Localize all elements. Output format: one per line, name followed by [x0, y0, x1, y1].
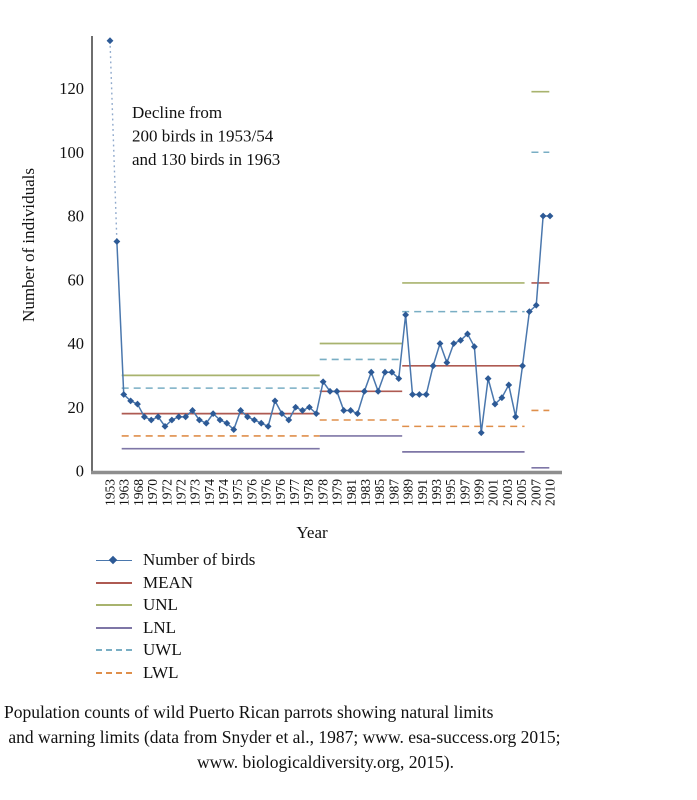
legend-item-unl: [96, 596, 697, 614]
data-point-marker: [368, 369, 375, 376]
axes: [91, 36, 562, 474]
legend-label: UNL: [143, 595, 178, 614]
y-tick-label: 40: [67, 334, 84, 353]
x-tick-label: 1999: [471, 479, 487, 506]
dotted-decline-connector: [110, 41, 117, 242]
x-tick-label: 1974: [201, 479, 217, 506]
legend-label: LWL: [143, 662, 179, 682]
x-tick-label: 1977: [287, 479, 303, 506]
data-point-marker: [437, 340, 444, 347]
y-axis-title: Number of individuals: [19, 168, 38, 322]
x-tick-label: 1978: [315, 479, 331, 506]
x-tick-label: 1995: [443, 479, 459, 506]
x-tick-label: 1970: [145, 479, 161, 506]
x-tick-label: 1983: [357, 479, 373, 506]
x-tick-label: 2007: [528, 479, 544, 506]
x-tick-label: 1979: [329, 479, 345, 506]
x-axis-title: Year: [296, 523, 328, 542]
x-tick-label: 1963: [116, 479, 132, 506]
data-point-marker: [148, 417, 155, 424]
figure-caption: [0, 700, 697, 775]
x-tick-label: 1989: [400, 479, 416, 506]
data-point-marker: [485, 375, 492, 382]
data-point-marker: [409, 391, 416, 398]
data-point-marker: [354, 410, 361, 417]
data-point-marker: [292, 404, 299, 411]
legend-item-number-of-birds: [96, 551, 697, 569]
legend-label: LNL: [143, 617, 177, 637]
diamond-marker-icon: [109, 555, 117, 563]
data-point-marker: [519, 362, 526, 369]
annotation-line: Decline from: [132, 103, 223, 122]
y-tick-label: 80: [67, 206, 84, 226]
data-point-marker: [333, 388, 340, 395]
y-tick-label: 100: [59, 142, 84, 162]
data-point-marker: [258, 420, 265, 427]
x-tick-label: 1987: [386, 479, 402, 506]
x-tick-label: 1976: [258, 479, 274, 506]
x-tick-label: 1993: [428, 479, 444, 506]
data-point-marker: [547, 213, 554, 220]
x-tick-label: 1991: [414, 479, 430, 506]
annotation-line: 200 birds in 1953/54: [132, 126, 274, 146]
y-tick-label: 0: [75, 461, 84, 481]
x-tick-label: 1981: [343, 479, 359, 506]
control-limit-lines: [122, 92, 550, 468]
y-tick-label: 20: [67, 397, 84, 417]
annotation-decline-note: [132, 103, 280, 169]
birds-line-sample: [96, 560, 132, 561]
x-tick-label: 1972: [173, 479, 189, 506]
y-axis-labels: [19, 79, 84, 481]
x-tick-label: 1978: [301, 479, 317, 506]
x-tick-label: 1975: [230, 479, 246, 506]
caption-line: www. biologicaldiversity.org, 2015).: [197, 751, 454, 772]
data-point-marker: [251, 417, 258, 424]
x-tick-label: 2003: [499, 478, 515, 506]
legend-label: UWL: [143, 640, 182, 659]
data-point-marker: [113, 238, 120, 245]
data-point-marker: [478, 429, 485, 436]
annotation-line: and 130 birds in 1963: [132, 150, 281, 169]
data-point-marker: [540, 213, 547, 220]
y-tick-label: 60: [67, 270, 84, 290]
birds-count-line: [117, 216, 550, 433]
data-point-marker: [430, 362, 437, 369]
uwl-line-sample: [96, 649, 132, 651]
data-point-marker: [272, 397, 279, 404]
x-tick-label: 1974: [216, 479, 232, 506]
data-point-marker: [416, 391, 423, 398]
data-point-marker: [471, 343, 478, 350]
legend-item-lnl: [96, 619, 697, 637]
data-point-marker: [340, 407, 347, 414]
x-tick-label: 1972: [159, 479, 175, 506]
data-point-marker: [107, 37, 114, 44]
x-tick-label: 1976: [272, 479, 288, 506]
x-tick-label: 2005: [514, 479, 530, 506]
lnl-line-sample: [96, 627, 132, 629]
x-tick-label: 2001: [485, 479, 501, 507]
x-tick-label: 1953: [102, 479, 118, 506]
legend-item-mean: [96, 574, 697, 592]
legend-label: Number of birds: [143, 550, 256, 569]
x-tick-label: 1997: [457, 479, 473, 506]
data-point-marker: [134, 401, 141, 408]
unl-line-sample: [96, 604, 132, 606]
caption-line: and warning limits (data from Snyder et al., 1987; www. esa-success.org 2015;: [4, 726, 561, 747]
data-point-marker: [402, 311, 409, 318]
data-point-marker: [505, 382, 512, 389]
data-point-marker: [450, 340, 457, 347]
data-point-marker: [512, 413, 519, 420]
y-tick-label: 120: [59, 79, 84, 98]
lwl-line-sample: [96, 672, 132, 674]
data-point-marker: [382, 369, 389, 376]
x-tick-label: 1976: [244, 479, 260, 506]
caption-line: Population counts of wild Puerto Rican parrots showing natural limits: [4, 701, 494, 722]
data-point-marker: [347, 407, 354, 414]
data-point-marker: [265, 423, 272, 430]
x-tick-label: 1973: [187, 479, 203, 506]
x-tick-label: 1968: [130, 479, 146, 506]
legend: [96, 551, 697, 682]
x-axis-labels: [103, 479, 558, 542]
legend-item-lwl: [96, 664, 697, 682]
legend-label: MEAN: [143, 572, 194, 592]
data-point-marker: [361, 388, 368, 395]
data-series-number-of-birds: [107, 37, 554, 436]
data-point-marker: [375, 388, 382, 395]
x-tick-label: 1985: [372, 479, 388, 506]
x-tick-label: 2010: [542, 479, 558, 506]
data-point-marker: [423, 391, 430, 398]
legend-item-uwl: [96, 641, 697, 659]
mean-line-sample: [96, 582, 132, 584]
